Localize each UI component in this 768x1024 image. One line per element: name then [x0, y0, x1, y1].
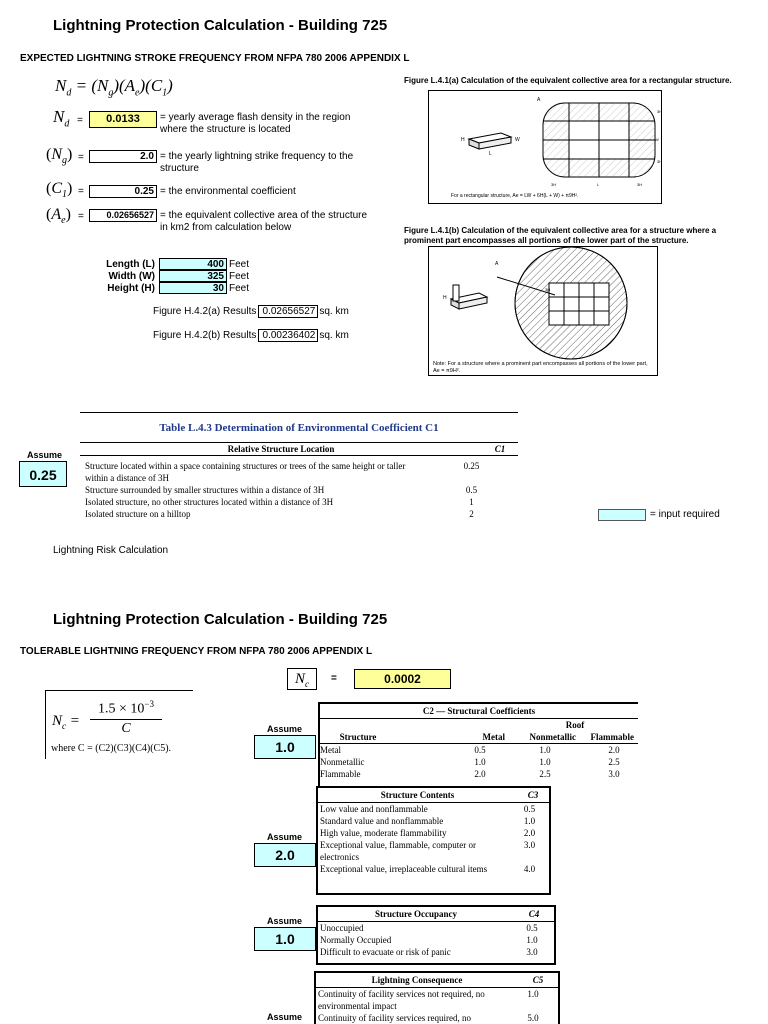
c1-value-cell[interactable]: 0.25 — [89, 185, 157, 198]
table-row: Low value and nonflammable 0.5 — [320, 804, 536, 814]
table-row: Difficult to evacuate or risk of panic 3.0 — [320, 947, 538, 957]
svg-text:H: H — [443, 295, 447, 301]
table-c1-body — [80, 460, 518, 520]
table-row: Continuity of facility services not required, no environmental impact 1.0 — [318, 989, 539, 1011]
figure-a-diagram — [429, 91, 661, 203]
ng-symbol: $(N_g)$ — [46, 146, 73, 167]
table-row: Normally Occupied 1.0 — [320, 935, 538, 945]
nd-description: = yearly average flash density in the region where the structure is located — [160, 112, 351, 135]
table-c1-header-c1: C1 — [494, 444, 506, 454]
footer-label: Lightning Risk Calculation — [53, 545, 169, 556]
c1-symbol: $(C_1)$ — [46, 180, 73, 201]
c3-assume-label: Assume — [267, 832, 303, 842]
table-row: Standard value and nonflammable 1.0 — [320, 816, 536, 826]
figure-b — [428, 246, 658, 376]
page2-title: Lightning Protection Calculation - Building 725 — [53, 611, 388, 628]
svg-text:L: L — [597, 182, 600, 187]
table-c4: Structure Occupancy C4 Unoccupied 0.5 Normally Occupied 1.0 Difficult to evacuate or risk of panic 3.0 — [316, 905, 556, 965]
table-c2: C2 — Structural Coefficients Roof Structure Metal Nonmetallic Flammable Metal 0.5 1.0 2.0 Nonmetallic 1.0 1.0 2.5 Flammable 2.0 2.5 3.0 — [318, 702, 638, 788]
c4-assume-label: Assume — [267, 916, 303, 926]
table-c3-body — [318, 803, 549, 875]
result-a-value[interactable]: 0.02656527 — [258, 305, 318, 318]
table-c1 — [80, 412, 518, 520]
table-row: High value, moderate flammability 2.0 — [320, 828, 536, 838]
dimensions-block — [95, 258, 270, 294]
input-legend-swatch — [598, 509, 646, 521]
nc-value-cell[interactable]: 0.0002 — [354, 669, 451, 689]
result-b-unit: sq. km — [319, 330, 349, 341]
svg-text:3H: 3H — [545, 287, 551, 292]
length-label: Length (L) — [106, 258, 155, 270]
assume-c1-input[interactable]: 0.25 — [19, 461, 67, 487]
height-unit: Feet — [229, 282, 250, 294]
svg-text:3H: 3H — [637, 182, 643, 187]
figure-a-caption: Figure L.4.1(a) Calculation of the equivalent collective area for a rectangular structure. — [404, 76, 732, 85]
result-b-label: Figure H.4.2(b) Results — [153, 330, 257, 341]
table-c5-title: Lightning Consequence — [371, 975, 463, 985]
table-row: Unoccupied 0.5 — [320, 923, 538, 933]
table-row: Structure surrounded by smaller structures within a distance of 3H 0.5 — [85, 485, 478, 495]
figure-a-note: For a rectangular structure, Ae = LW + 6H(L + W) + π9H². — [451, 193, 579, 199]
width-input[interactable]: 325 — [159, 270, 227, 282]
table-c1-header-location: Relative Structure Location — [227, 444, 335, 454]
c5-assume-label: Assume — [267, 1012, 303, 1022]
table-row: Isolated structure, no other structures located within a distance of 3H 1 — [85, 497, 474, 507]
page2-subtitle: TOLERABLE LIGHTNING FREQUENCY FROM NFPA 780 2006 APPENDIX L — [20, 646, 373, 657]
table-row: Exceptional value, irreplaceable cultural items 4.0 — [320, 864, 536, 874]
table-row: Exceptional value, flammable, computer or electronics 3.0 — [320, 840, 536, 862]
ng-value-cell[interactable]: 2.0 — [89, 150, 157, 163]
nc-equals: = — [331, 673, 337, 684]
table-c2-body — [320, 744, 638, 780]
table-c5: Lightning Consequence C5 Continuity of facility services not required, no environmental impact 1.0 Continuity of facility services required, no 5.0 — [314, 971, 560, 1024]
table-c1-title: Table L.4.3 Determination of Environmental Coefficient C1 — [159, 422, 439, 434]
table-row: Flammable 2.0 2.5 3.0 — [320, 769, 620, 779]
width-unit: Feet — [229, 270, 250, 282]
svg-text:A: A — [495, 261, 499, 267]
svg-text:3H: 3H — [551, 182, 557, 187]
nc-formula-numerator: $1.5 \times 10^{-3}$ — [98, 699, 154, 717]
ae-value-cell[interactable]: 0.02656527 — [89, 209, 157, 222]
result-a-unit: sq. km — [319, 306, 349, 317]
result-a-row — [153, 305, 349, 318]
table-c2-title: C2 — Structural Coefficients — [320, 704, 638, 719]
table-c4-title: Structure Occupancy — [374, 909, 458, 919]
section-subtitle: EXPECTED LIGHTNING STROKE FREQUENCY FROM NFPA 780 2006 APPENDIX L — [20, 53, 410, 64]
assume-c2-input[interactable]: 1.0 — [254, 735, 316, 759]
table-row: Structure located within a space containing structures or trees of the same height or taller within a distance of 3H 0.25 — [85, 461, 480, 483]
figure-a — [428, 90, 662, 204]
table-c4-body — [318, 922, 554, 958]
assume-c3-input[interactable]: 2.0 — [254, 843, 316, 867]
nd-formula: $N_d = (N_g)(A_e)(C_1)$ — [55, 76, 173, 99]
nc-formula-denominator: C — [121, 721, 131, 736]
ae-description: = the equivalent collective area of the structure in km2 from calculation below — [160, 210, 368, 233]
assume-c4-input[interactable]: 1.0 — [254, 927, 316, 951]
table-c2-roof: Roof — [565, 720, 585, 730]
result-a-label: Figure H.4.2(a) Results — [153, 306, 257, 317]
input-legend-text: = input required — [650, 509, 720, 520]
table-row: Isolated structure on a hilltop 2 — [85, 509, 474, 519]
svg-text:3H: 3H — [657, 159, 663, 164]
table-row: Continuity of facility services required, no 5.0 — [318, 1013, 539, 1023]
table-c3: Structure Contents C3 Low value and nonflammable 0.5 Standard value and nonflammable 1.0 High value, moderate flammability 2.0 Exceptional value, flammable, computer or electronics 3.0 Exceptional value, irreplaceable cultural items 4.0 — [316, 786, 551, 895]
svg-text:W: W — [655, 137, 659, 142]
assume-label: Assume — [27, 450, 63, 460]
page-title: Lightning Protection Calculation - Building 725 — [53, 17, 388, 34]
length-unit: Feet — [229, 258, 250, 270]
nd-symbol: $N_d$ — [53, 107, 70, 130]
c2-assume-label: Assume — [267, 724, 303, 734]
nd-value-cell[interactable]: 0.0133 — [89, 111, 157, 128]
ng-description: = the yearly lightning strike frequency to the structure — [160, 151, 354, 174]
table-row: Metal 0.5 1.0 2.0 — [320, 745, 620, 755]
svg-text:H: H — [461, 137, 465, 143]
result-b-value[interactable]: 0.00236402 — [258, 329, 318, 342]
nc-formula: $N_c$ = $1.5 \times 10^{-3}$ C where C = (C2)(C3)(C4)(C5). — [45, 690, 193, 759]
ae-symbol: $(A_e)$ — [46, 206, 71, 227]
svg-text:3H: 3H — [657, 109, 663, 114]
length-input[interactable]: 400 — [159, 258, 227, 270]
height-input[interactable]: 30 — [159, 282, 227, 294]
width-label: Width (W) — [108, 270, 155, 282]
figure-b-caption: Figure L.4.1(b) Calculation of the equivalent collective area for a structure where a prominent part encompasses all portions of the lower part of the structure. — [404, 226, 717, 245]
table-c3-title: Structure Contents — [380, 790, 455, 800]
height-label: Height (H) — [107, 282, 155, 294]
nc-symbol: $N_c$ — [287, 668, 317, 690]
svg-text:W: W — [515, 137, 520, 143]
figure-b-diagram — [429, 247, 657, 375]
table-row: Nonmetallic 1.0 1.0 2.5 — [320, 757, 620, 767]
c1-description: = the environmental coefficient — [160, 186, 296, 197]
svg-text:A: A — [537, 97, 541, 103]
result-b-row — [153, 329, 349, 342]
table-c5-body — [316, 988, 558, 1024]
figure-b-note: Note: For a structure where a prominent part encompasses all portions of the lower part, Ae = π9H². — [433, 361, 648, 374]
svg-text:L: L — [489, 151, 492, 157]
nc-formula-where: where C = (C2)(C3)(C4)(C5). — [51, 743, 172, 754]
